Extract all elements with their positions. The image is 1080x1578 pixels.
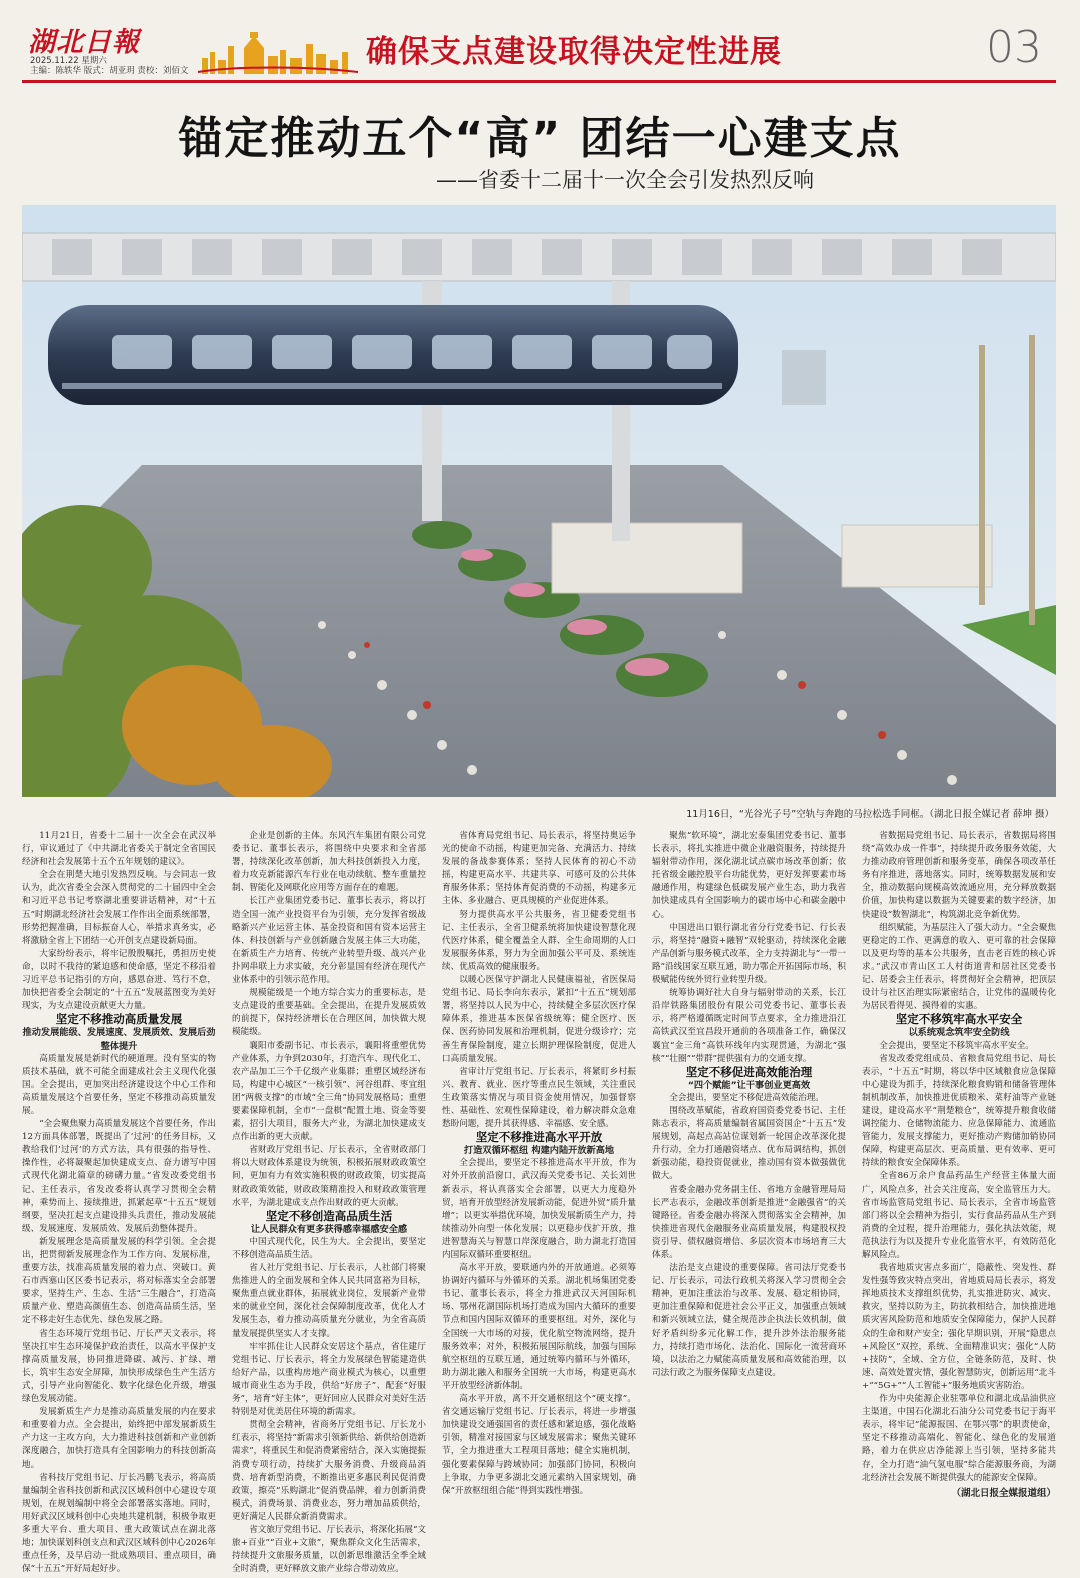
body-paragraph: 规模能级是一个地方综合实力的重要标志，是支点建设的重要基础。全会提出，在提升发展质效的前提下，保持经济增长在合理区间，加快做大规模能级。 — [232, 988, 426, 1038]
news-photo — [22, 205, 1056, 797]
section-heading: 坚定不移创造高品质生活 — [265, 1208, 393, 1223]
body-paragraph: 大家纷纷表示，将牢记殷殷嘱托，勇担历史使命，以时不我待的紧迫感和使命感，坚定不移沿着习近平总书记指引的方向，感恩奋进、笃行不怠，加快把省委全会制定的“十五五”发展蓝图变为美好现实，为支点建设贡献更大力量。 — [22, 948, 216, 1012]
article-column-1 — [22, 830, 216, 1576]
body-paragraph: 发展新质生产力是推动高质量发展的内在要求和重要着力点。全会提出，始终把中部发展新质生产力这一主攻方向，大力推进科技创新和产业创新深度融合，加快打造具有全国影响力的科技创新高地。 — [22, 1407, 216, 1470]
masthead — [0, 0, 1080, 86]
body-paragraph: 高质量发展是新时代的硬道理。没有坚实的物质技术基础，就不可能全面建成社会主义现代化强国。全会提出，更加突出经济建设这个中心工作和高质量发展这个首要任务，坚定不移推动高质量发展。 — [22, 1053, 216, 1116]
body-paragraph: 襄阳市委副书记、市长表示，襄阳将重塑优势产业体系，力争到2030年，打造汽车、现代化工、农产品加工三个千亿级产业集群；重塑区域经济布局，构建中心城区“一核引领”、河谷组群、枣宜组团“两极支撑”的市域“全三角”协同发展格局；重塑要素保障机制，全市“一盘棋”配置土地、资金等要素，招引大项目，服务大产业，为湖北加快建成支点作出新的更大贡献。 — [232, 1040, 426, 1143]
body-paragraph: 省审计厅党组书记、厅长表示，将紧盯乡村振兴、教育、就业、医疗等重点民生领域，关注重民生政策落实情况与项目资金使用情况，加强督察性、基础性、宏观性保障建设，着力解决群众急难愁盼问题，提升其获得感、幸福感、安全感。 — [442, 1066, 636, 1130]
article-column-5 — [862, 830, 1056, 1500]
section-heading: 坚定不移促进高效能治理 — [685, 1064, 813, 1079]
body-paragraph: 以暖心医保守护湖北人民健康福祉，省医保局党组书记、局长李向东表示，紧扣“十五五”规划部署，将坚持以人民为中心，持续健全多层次医疗保障体系，推进基本医保省级统筹；健全医疗、医保、医药协同发展和治理机制，促进分级诊疗；完善生育保险制度，建立长期护理保险制度，促进人口高质量发展。 — [442, 975, 636, 1064]
body-paragraph: 聚焦“软环境”，湖北宏泰集团党委书记、董事长表示，将扎实推进中微企业融资服务，持续提升辐射带动作用，深化湖北试点碳市场改革创新；依托省级金融控股平台功能优势，更好发挥要素市场融通作用，构建绿色低碳发展产业生态，助力我省加快建成具有全国影响力的碳市场中心和碳金融中心。 — [652, 831, 846, 920]
body-paragraph: 省人社厅党组书记、厅长表示，人社部门将聚焦推进人的全面发展和全体人民共同富裕为目标，聚焦重点就业群体，拓展就业岗位，发展新产业带来的就业空间，深化社会保障制度改革，优化人才发展生态，着力推动高质量充分就业，为全省高质量发展提供坚实人才支撑。 — [232, 1263, 426, 1339]
body-paragraph: 全会提出，要坚定不移推进高水平开放，作为对外开放前沿窗口，武汉海关党委书记、关长刘世新表示，将认真落实全会部署，以更大力度稳外贸，培育开放型经济发展新动能，促进外贸“质升量增”；以更实举措优环境，加快发展新质生产力，持续推动外向型一体化发展；以更稳步伐扩开放，推进智慧海关与智慧口岸深度融合，助力湖北打造国内国际双循环重要枢纽。 — [442, 1158, 636, 1260]
body-paragraph: 贯彻全会精神，省商务厅党组书记、厅长龙小红表示，将坚持“新需求引领新供给、新供给创造新需求”，将重民生和促消费紧密结合，深入实施提振消费专项行动，持续扩大服务消费、升级商品消费、培育新型消费，不断推出更多惠民利民促消费政策，擦亮“乐购湖北”促消费品牌，着力创新消费模式，消费场景、消费业态，努力增加品质供给，更好满足人民群众新消费需求。 — [232, 1420, 426, 1522]
masthead-divider — [22, 80, 1056, 83]
body-paragraph: 高水平开放，离不开交通枢纽这个“硬支撑”。省交通运输厅党组书记、厅长表示，将进一步增强加快建设交通强国省的责任感和紧迫感，强化战略引领，精准对接国家与区域发展需求；聚焦关键环节，全力推进重大工程项目落地；健全实施机制，强化要素保障与跨域协同；加强部门协同，积极向上争取，力争更多湖北交通元素纳入国家规划，确保“开放枢纽组合能”得到实践性增强。 — [442, 1394, 636, 1496]
photo-caption: 11月16日，“光谷光子号”空轨与奔跑的马拉松选手同框。（湖北日报全媒记者 薛坤 摄） — [686, 809, 1054, 820]
body-paragraph: 省科技厅党组书记、厅长冯鹏飞表示，将高质量编制全省科技创新和武汉区域科创中心建设专项规划，在规划编制中将全会部署落实落地。同时，用好武汉区域科创中心央地共建机制，积极争取更多重大平台、重大项目、重大政策试点在湖北落地；加快谋划科创支点和武汉区域科创中心2026年重点任务，及早启动一批成熟项目、重点项目，确保“十五五”开好局起好步。 — [22, 1472, 216, 1575]
section-subheading: “四个赋能”让干事创业更高效 — [687, 1079, 811, 1091]
editors-line: 主编：陈轶华 版式：胡亚玥 责校：刘佰文 — [30, 66, 189, 76]
body-paragraph: 全会在荆楚大地引发热烈反响。与会同志一致认为，此次省委全会深入贯彻党的二十届四中全会和习近平总书记考察湖北重要讲话精神，对“十五五”时期湖北经济社会发展工作作出全面系统部署，形势把握准确，目标振奋人心，举措求真务实，必将激励全省上下团结一心开创支点建设新局面。 — [22, 870, 216, 946]
section-subheading: 推动发展能级、发展速度、发展质效、发展后劲整体提升 — [22, 1027, 216, 1052]
section-title: 确保支点建设取得决定性进展 — [366, 34, 782, 70]
body-paragraph: 努力提供高水平公共服务，省卫健委党组书记、主任表示，全省卫健系统将加快建设智慧化现代医疗体系，健全覆盖全人群、全生命周期的人口发展服务体系，努力为全面加强公平可及、系统连续、优质高效的健康服务。 — [442, 909, 636, 972]
body-paragraph: 11月21日，省委十二届十一次全会在武汉举行，审议通过了《中共湖北省委关于制定全省国民经济和社会发展第十五个五年规划的建议》。 — [22, 831, 216, 868]
body-paragraph: 中国式现代化，民生为大。全会提出，要坚定不移创造高品质生活。 — [232, 1236, 426, 1260]
body-paragraph: 全会提出，要坚定不移促进高效能治理。 — [669, 1092, 824, 1103]
newspaper-logo: 湖北日報 — [28, 27, 140, 58]
article-column-2 — [232, 830, 426, 1576]
reporter-credit: （湖北日报全媒报道组） — [951, 1487, 1056, 1499]
body-paragraph: 企业是创新的主体。东风汽车集团有限公司党委书记、董事长表示，将围绕中央要求和全省部署，持续深化改革创新，加大科技创新投入力度，着力攻克新能源汽车行业在电动续航、整车重量控制、智能化及网联化应用等方面存在的难题。 — [232, 831, 426, 894]
body-paragraph: 省体育局党组书记、局长表示，将坚持奥运争光的使命不动摇，构建更加完备、充满活力、持续发展的备战参赛体系；坚持人民体育的初心不动摇，构建更高水平、共建共享、可感可及的公共体育服务体系；坚持体育促消费的不动摇，构建多元主体、多业融合、更具规模的产业促进体系。 — [442, 831, 636, 907]
section-heading: 坚定不移推动高质量发展 — [55, 1012, 183, 1027]
body-paragraph: 统筹协调好社大自身与辐射带动的关系，长江沿岸铁路集团股份有限公司党委书记、董事长表示，将严格遵循既定时间节点要求，全力推进沿江高铁武汉至宜昌段开通前的各项准备工作，确保汉襄宜“金三角”高铁环线年内实现贯通，为湖北“强核”“壮圈”“带群”提供强有力的交通支撑。 — [652, 988, 846, 1064]
section-subheading: 让人民群众有更多获得感幸福感安全感 — [250, 1223, 408, 1235]
section-subheading: 以系统观念筑牢安全防线 — [908, 1027, 1010, 1039]
page-number: 03 — [986, 22, 1042, 73]
body-paragraph: 组织赋能，为基层注入了强大动力。“全会聚焦更稳定的工作、更满意的收入、更可靠的社会保障以及更均等的基本公共服务，直击老百姓的核心诉求。”武汉市青山区工人村街道青和居社区党委书记、居委会主任表示，将贯彻好全会精神，把顶层设计与社区治理实际紧密结合，让党伟的温暖传化为居民看得见、摸得着的实惠。 — [862, 922, 1056, 1012]
body-paragraph: 省发改委党组成员、省粮食局党组书记、局长表示，“十五五”时期，将以华中区域粮食应急保障中心建设为抓手，持续深化粮食购销和储备管理体制机制改革，加快推进优质粮米、菜籽油等产业链建设，建设高水平“荆楚粮仓”，统筹提升粮食收储调控能力、仓储物流能力、应急保障能力、流通监管能力，发展支撑能力，更好推动产购储加销协同保障，构建更高层次、更高质量、更有效率、更可持续的粮食安全保障体系。 — [862, 1053, 1056, 1169]
monorail-marathon-photo-icon — [22, 205, 1056, 797]
body-paragraph: 中国进出口银行湖北省分行党委书记、行长表示，将坚持“融资+融智”双轮驱动，持续深化金融产品创新与服务模式改革，全力支持湖北与“一带一路”沿线国家互联互通，助力鄂企开拓国际市场，积极赋能传统外贸行业转型升级。 — [652, 922, 846, 986]
body-paragraph: 我省地质灾害点多面广，隐蔽性、突发性、群发性强等致灾特点突出，省地质局局长表示，将发挥地质技术支撑组织优势，扎实推进防灾、减灾、救灾，坚持以防为主，防抗救相结合，加快推进地质灾害风险防范和地质安全保障能力，保护人民群众的生命和财产安全；强化早期识别，开展“隐患点+风险区”双控，系统、全面精准识灾；强化“人防+技防”，全域、全方位，全链条防范，及时、快速、高效处置灾情，强化智慧防灾，创新运用“北斗+”“5G+”“人工智能+”服务地质灾害防治。 — [862, 1263, 1056, 1391]
body-paragraph: 高水平开放，要联通内外的开放通道。必须筹协调好内循环与外循环的关系。湖北机场集团党委书记、董事长表示，将全力推进武汉天河国际机场、鄂州花湖国际机场打造成为国内大循环的重要节点和国内国际双循环的重要枢纽。对外，深化与全国统一大市场的对接，优化航空物流网络，提升服务效率；对外，积极拓展国际航线，加强与国际航空枢纽的互联互通，通过统筹内循环与外循环，助力湖北融入和服务全国统一大市场，构建更高水平开放型经济新体制。 — [442, 1263, 636, 1391]
body-paragraph: 省文旅厅党组书记、厅长表示，将深化拓展“文旅+百业”“百业+文旅”，聚焦群众文化生活需求，持续提升文旅服务质量，以创新思维激活全季全域全时消费，更好释放文旅产业综合带动效应。 — [232, 1524, 426, 1575]
section-heading: 坚定不移筑牢高水平安全 — [895, 1012, 1023, 1027]
article-column-3 — [442, 830, 636, 1498]
body-paragraph: 省委金融办党务副主任、省地方金融管理局局长严志表示，金融改革创新是推进“金融强省”的关键路径。省委金融办将深入贯彻落实全会精神，加快推进省现代金融服务业高质量发展，构建股权投资引导、债权融资增信、多层次资本市场培育三大体系。 — [652, 1184, 846, 1260]
section-heading: 坚定不移推进高水平开放 — [475, 1130, 603, 1145]
body-paragraph: 全会提出，要坚定不移筑牢高水平安全。 — [879, 1040, 1034, 1051]
body-paragraph: 长江产业集团党委书记、董事长表示，将以打造全国一流产业投资平台为引领，充分发挥省级战略新兴产业运营主体、基金投资和国有资本运营主体、科技创新与产业创新融合发展主体三大功能，在新质生产力培育、传统产业转型升级、战兴产业扑网串联上力求实破，充分彰显国有经济在现代产业体系中的引领示范作用。 — [232, 896, 426, 986]
body-paragraph: 全省86万余户食品药品生产经营主体量大面广，风险点多，社会关注度高，安全监管压力大。省市场监管局党组书记、局长表示，全省市场监管部门将以全会精神为指引，实行食品药品从生产到消费的全过程，提升治理能力，强化执法效能，规范执法行为以及提升专业化监管水平，有效防范化解风险点。 — [862, 1171, 1056, 1260]
body-paragraph: 法治是支点建设的重要保障。省司法厅党委书记、厅长表示，司法行政机关将深入学习贯彻全会精神，更加注重法治与改革、发展、稳定相协同，更加注重保障和促进社会公平正义，加强重点领域和新兴领域立法，健全规范涉企执法长效机制，做好矛盾纠纷多元化解工作，提升涉外法治服务能力，持续打造市场化、法治化、国际化一流营商环境，以法治之力赋能高质量发展和高效能治理，以司法行政之为服务保障支点建设。 — [652, 1263, 846, 1378]
skyline-illustration-icon — [196, 28, 360, 76]
body-paragraph: 省数据局党组书记、局长表示，省数据局将围绕“高效办成一件事”，持续提升政务服务效能，大力推动政府管理创新和服务变革，确保各项改革任务有序推进，落地落实。同时，统筹数据发展和安全，推动数据向规模高效流通应用，充分释放数据价值，加快构建以数据为关键要素的数字经济，加快建设“数智湖北”，构筑湖北竞争新优势。 — [862, 831, 1056, 920]
issue-date: 2025.11.22 星期六 — [30, 56, 107, 66]
article-column-4 — [652, 830, 846, 1380]
body-paragraph: 作为中央能源企业驻鄂单位和湖北成品油供应主渠道，中国石化湖北石油分公司党委书记于海平表示，将牢记“能源报国、在鄂兴鄂”的职责使命，坚定不移推动高端化、智能化、绿色化的发展道路，着力在供应店净能源上当引领，坚持多能共存，全力打造“油气氢电服”综合能源服务商，为湖北经济社会发展不断提供强大的能源安全保障。 — [862, 1394, 1056, 1483]
section-subheading: 打造双循环枢纽 构建内陆开放新高地 — [463, 1145, 615, 1157]
body-paragraph: 省生态环境厅党组书记、厅长严天文表示，将坚决扛牢生态环境保护政治责任，以高水平保护支撑高质量发展，协同推进降碳、减污、扩绿、增长，筑牢生态安全屏障，加快形成绿色生产生活方式，引导产业向智能化、数字化绿色化升级，增强绿色发展动能。 — [22, 1328, 216, 1405]
subheadline: ——省委十二届十一次全会引发热烈反响 — [436, 168, 814, 192]
headline: 锚定推动五个“高” 团结一心建支点 — [178, 113, 902, 164]
body-paragraph: 省财政厅党组书记、厅长表示，全省财政部门将以大财政体系建设为统领，积极拓展财政政策空间，更加有力有效实施积极的财政政策，切实提高财政政策效能，财政政策精准投入和财政政策管理水平，为湖北建成支点作出财政的更大贡献。 — [232, 1145, 426, 1208]
body-paragraph: “全会聚焦聚力高质量发展这个首要任务，作出12方面具体部署，既提出了‘过河’的任务目标，又教给我们‘过河’的方式方法，具有很强的指导性、操作性，必将凝聚起加快建成支点、奋力谱写中国式现代化湖北篇章的磅礴力量。”省发改委党组书记、主任表示，省发改委将认真学习贯彻全会精神，乘势而上、接续推进，抓紧起草“十五五”规划纲要，坚决扛起支点建设排头兵责任，推动发展能级、发展速度、发展质效、发展后劲整体提升。 — [22, 1119, 216, 1234]
body-paragraph: 牢牢抓住让人民群众安居这个基点，省住建厅党组书记、厅长表示，将全力发展绿色智能建造供给好产品，以重构房地产商业模式为核心，以重塑城市商业生态为手段，供给“好房子”、配套“好服务”，培育“好主体”，更好回应人民群众对美好生活特别是对优美居住环境的新需求。 — [232, 1341, 426, 1418]
body-paragraph: 新发展理念是高质量发展的科学引领。全会提出，把贯彻新发展理念作为工作方向、发展标准，重要方法，找准高质量发展的着力点、突破口。黄石市西塞山区区委书记表示，将对标落实全会部署要求，坚持生产、生态、生活“三生融合”，打造高质量产业、塑造高颜值生态、创造高品质生活，坚定不移走好生态优先、绿色发展之路。 — [22, 1236, 216, 1326]
body-paragraph: 围绕改革赋能，省政府国资委党委书记、主任陈志表示，将高质量编制省属国资国企“十五五”发展规划，高起点高站位谋划新一轮国企改革深化提升行动，全力打通融资堵点、优布局调结构，抓创新强动能，稳投资促就业，推动国有资本做强做优做大。 — [652, 1105, 846, 1182]
